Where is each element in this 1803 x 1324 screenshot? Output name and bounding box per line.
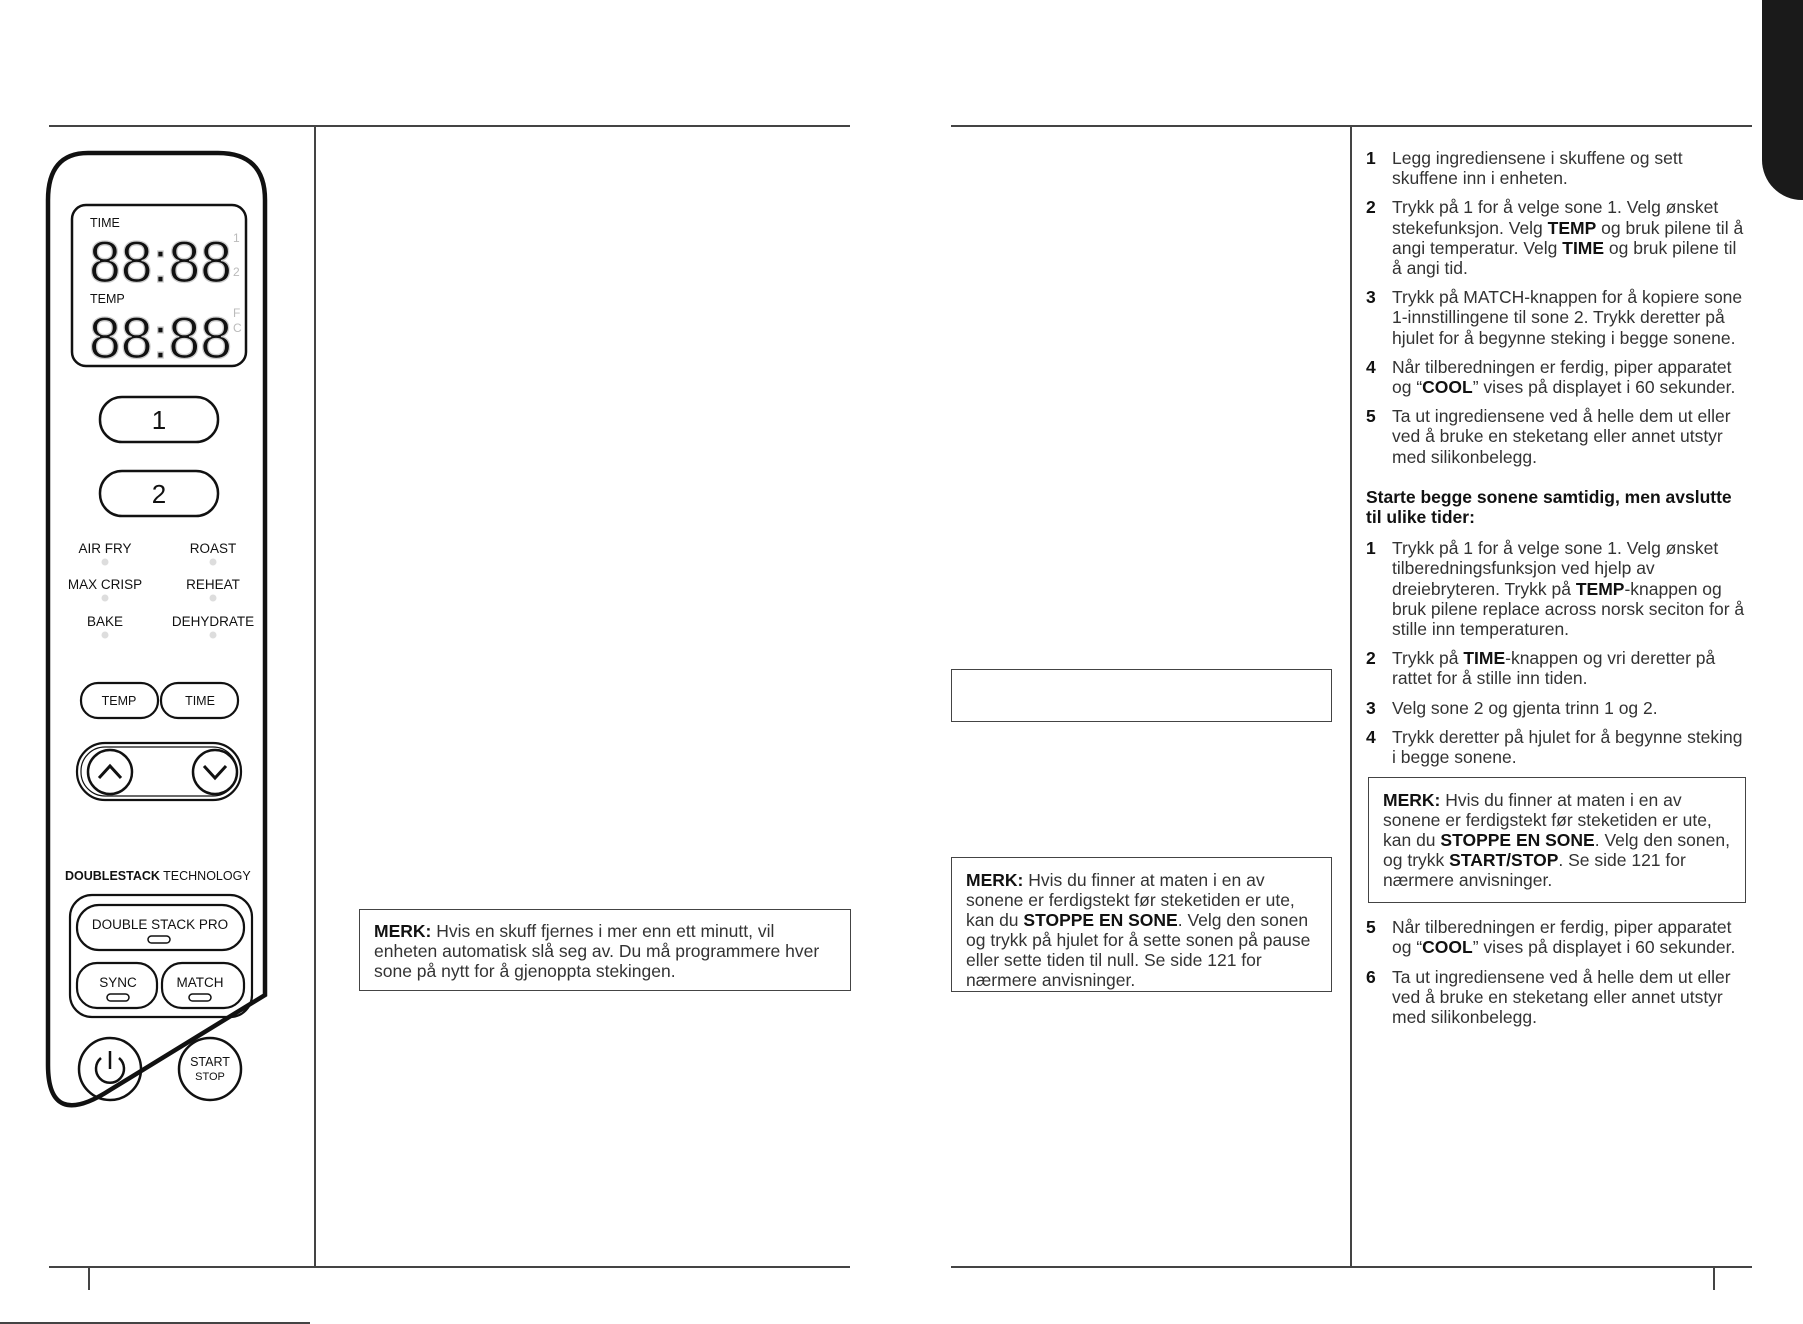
step-item bbox=[1366, 967, 1750, 1028]
step-item bbox=[1366, 648, 1750, 688]
display-temp-label: TEMP bbox=[90, 292, 125, 306]
step-text: Ta ut ingrediensene ved å helle dem ut eller ved å bruke en steketang eller annet utstyr med silikonbelegg. bbox=[1392, 966, 1731, 1028]
bottom-edge-rule bbox=[0, 1322, 310, 1324]
step-number: 6 bbox=[1366, 966, 1376, 987]
step-number: 3 bbox=[1366, 287, 1376, 308]
step-number: 5 bbox=[1366, 406, 1376, 427]
unit-c-indicator: C bbox=[233, 321, 242, 335]
step-number: 1 bbox=[1366, 538, 1376, 559]
down-arrow-icon bbox=[193, 750, 237, 794]
svg-text:DOUBLE STACK PRO: DOUBLE STACK PRO bbox=[91, 917, 229, 932]
step-number: 2 bbox=[1366, 197, 1376, 218]
step-number: 5 bbox=[1366, 917, 1376, 938]
temp-button bbox=[81, 683, 158, 718]
step-text: Trykk på 1 for å velge sone 1. Velg ønsket stekefunksjon. Velg TEMP og bruk pilene til å angi temperatur. Velg TIME og bruk pilene til å angi tid. bbox=[1392, 197, 1744, 279]
svg-text:START: START bbox=[190, 1055, 230, 1069]
step-item bbox=[1366, 197, 1750, 278]
display-time-digits: 88:88 bbox=[89, 230, 232, 295]
display-temp-digits: 88:88 bbox=[89, 306, 232, 371]
note-label: MERK: bbox=[1383, 790, 1441, 811]
bottom-rule-right bbox=[951, 1266, 1752, 1268]
step-item bbox=[1366, 727, 1750, 767]
function-reheat: REHEAT bbox=[186, 577, 240, 592]
step-text: Legg ingrediensene i skuffene og sett skuffene inn i enheten. bbox=[1392, 148, 1683, 189]
step-item bbox=[1366, 698, 1750, 718]
steps-list-a bbox=[1366, 148, 1750, 467]
note-label: MERK: bbox=[374, 921, 432, 941]
step-text: Ta ut ingrediensene ved å helle dem ut eller ved å bruke en steketang eller annet utstyr med silikonbelegg. bbox=[1392, 406, 1731, 467]
svg-text:MATCH: MATCH bbox=[176, 975, 224, 990]
step-item bbox=[1366, 406, 1750, 467]
control-panel-illustration bbox=[40, 145, 280, 1245]
step-text: Trykk på 1 for å velge sone 1. Velg ønsket tilberedningsfunksjon ved hjelp av dreiebryteren. Trykk på TEMP-knappen og bruk pilene replace across norsk seciton for å stille inn temperaturen. bbox=[1392, 538, 1745, 640]
language-tab bbox=[1762, 0, 1803, 200]
display-time-label: TIME bbox=[90, 216, 120, 230]
step-number: 2 bbox=[1366, 648, 1376, 669]
note-drawer-removal bbox=[359, 909, 851, 991]
steps-list-c bbox=[1366, 917, 1750, 1027]
double-stack-pro-button bbox=[77, 905, 244, 950]
svg-text:TIME: TIME bbox=[185, 694, 215, 708]
match-button bbox=[162, 963, 244, 1008]
function-bake: BAKE bbox=[86, 614, 124, 629]
zone-2-button bbox=[100, 471, 218, 516]
function-dehydrate: DEHYDRATE bbox=[171, 614, 255, 629]
unit-f-indicator: F bbox=[233, 306, 241, 320]
column-divider-right bbox=[1350, 125, 1352, 1266]
display-screen bbox=[72, 205, 246, 371]
panel-outline bbox=[48, 153, 265, 1105]
step-item bbox=[1366, 538, 1750, 639]
svg-text:2: 2 bbox=[151, 479, 167, 509]
step-text: Når tilberedningen er ferdig, piper apparatet og “COOL” vises på displayet i 60 sekunder. bbox=[1392, 356, 1736, 398]
svg-text:SYNC: SYNC bbox=[99, 975, 137, 990]
section-subheading: Starte begge sonene samtidig, men avslutte til ulike tider: bbox=[1366, 486, 1732, 528]
step-number: 1 bbox=[1366, 148, 1376, 168]
start-stop-button bbox=[179, 1038, 241, 1100]
step-item bbox=[1366, 148, 1750, 188]
steps-list-b bbox=[1366, 538, 1750, 767]
sync-button bbox=[77, 963, 157, 1008]
doublestack-technology-label: DOUBLESTACK TECHNOLOGY bbox=[65, 869, 251, 883]
step-text: Trykk på MATCH-knappen for å kopiere sone 1-innstillingene til sone 2. Trykk deretter på hjulet for å begynne steking i begge sonene. bbox=[1392, 287, 1743, 348]
top-rule-left bbox=[49, 125, 850, 127]
step-text: Velg sone 2 og gjenta trinn 1 og 2. bbox=[1392, 697, 1658, 718]
function-roast: ROAST bbox=[189, 541, 237, 556]
function-max-crisp: MAX CRISP bbox=[67, 577, 143, 592]
note-text: Hvis en skuff fjernes i mer enn ett minutt, vil enheten automatisk slå seg av. Du må programmere hver sone på nytt for å gjenoppta stekingen. bbox=[374, 921, 820, 981]
instructions-column bbox=[1366, 148, 1750, 1036]
note-stop-zone-right: MERK: Hvis du finner at maten i en av sonene er ferdigstekt før steketiden er ute, kan du STOPPE EN SONE. Velg den sonen, og trykk START/STOP. Se side 121 for nærmere anvisninger. bbox=[1368, 777, 1746, 903]
svg-text:TEMP: TEMP bbox=[101, 694, 137, 708]
note-label: MERK: bbox=[966, 870, 1024, 890]
page-tick-left bbox=[88, 1266, 90, 1290]
zone-1-button bbox=[100, 397, 218, 442]
note-stop-zone: MERK: Hvis du finner at maten i en av sonene er ferdigstekt før steketiden er ute, kan du STOPPE EN SONE. Velg den sonen og trykk på hjulet for å sette sonen på pause eller sette tiden til null. Se side 121 for nærmere anvisninger. bbox=[951, 857, 1332, 992]
zone-indicator-2: 2 bbox=[233, 265, 240, 279]
step-text: Når tilberedningen er ferdig, piper apparatet og “COOL” vises på displayet i 60 sekunder. bbox=[1392, 917, 1736, 958]
zone-indicator-1: 1 bbox=[233, 231, 240, 245]
step-number: 4 bbox=[1366, 356, 1376, 377]
function-labels bbox=[68, 541, 254, 639]
empty-note-box bbox=[951, 669, 1332, 722]
power-icon bbox=[96, 1051, 124, 1083]
arrow-controls bbox=[77, 743, 241, 800]
time-button bbox=[161, 683, 238, 718]
column-divider-left bbox=[314, 125, 316, 1266]
step-item bbox=[1366, 917, 1750, 957]
page-tick-right bbox=[1713, 1266, 1715, 1290]
step-item bbox=[1366, 357, 1750, 397]
top-rule-right bbox=[951, 125, 1752, 127]
svg-text:STOP: STOP bbox=[195, 1071, 225, 1083]
doublestack-button-group bbox=[70, 895, 252, 1017]
step-text: Trykk deretter på hjulet for å begynne steking i begge sonene. bbox=[1392, 726, 1743, 768]
step-item bbox=[1366, 287, 1750, 348]
step-number: 4 bbox=[1366, 726, 1376, 747]
step-text: Trykk på TIME-knappen og vri deretter på rattet for å stille inn tiden. bbox=[1392, 648, 1716, 689]
up-arrow-icon bbox=[88, 750, 132, 794]
step-number: 3 bbox=[1366, 697, 1376, 718]
svg-text:1: 1 bbox=[151, 405, 167, 435]
function-air-fry: AIR FRY bbox=[78, 541, 132, 556]
bottom-rule-left bbox=[49, 1266, 850, 1268]
